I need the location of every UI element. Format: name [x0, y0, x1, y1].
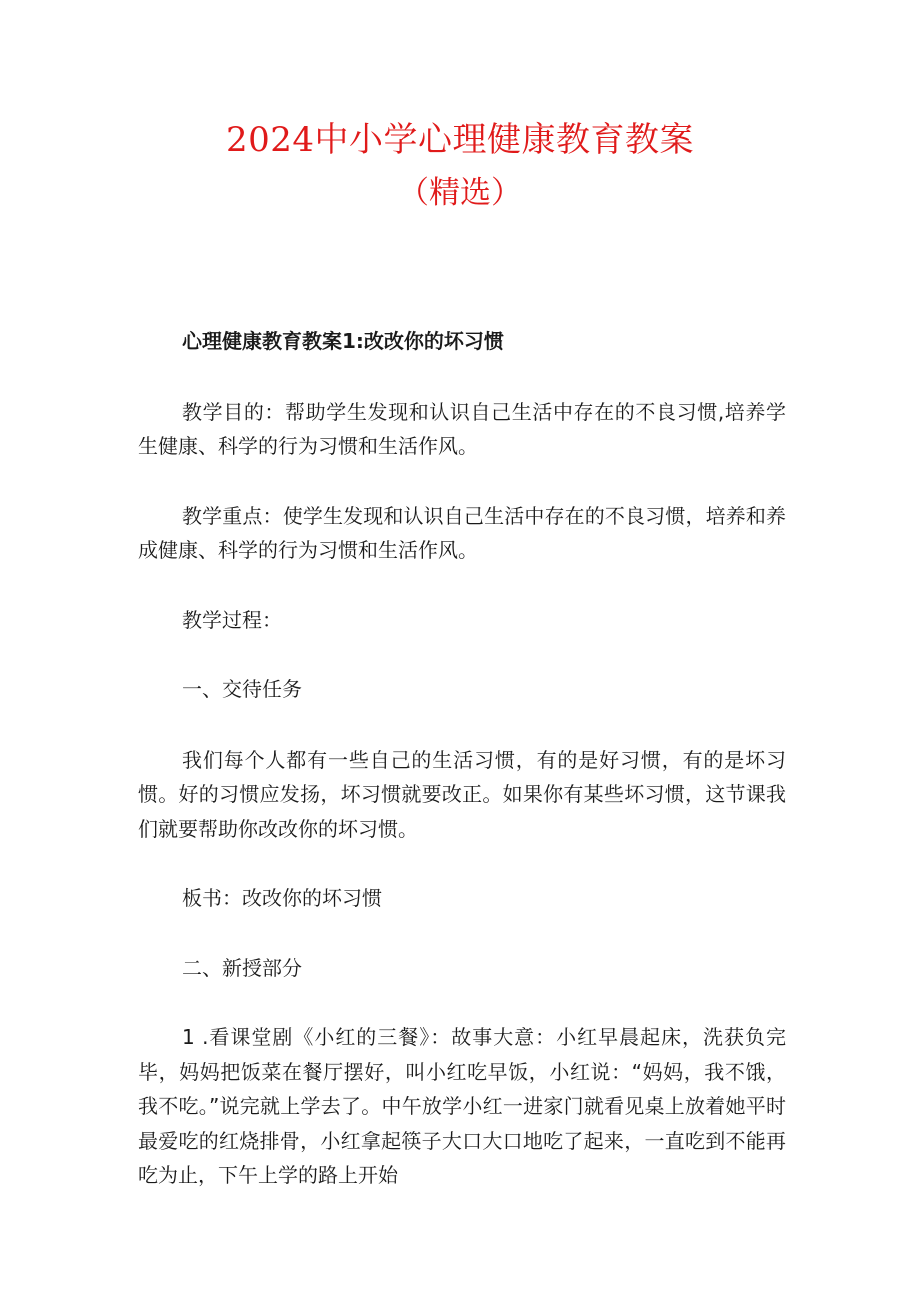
lesson-heading: 心理健康教育教案1:改改你的坏习惯	[182, 329, 504, 353]
paragraph-class-play: 1 .看课堂剧《小红的三餐》：故事大意：小红早晨起床，洗获负完毕，妈妈把饭菜在餐厅摆好，叫小红吃早饭，小红说：“妈妈，我不饿，我不吃。”说完就上学去了。中午放学小红一进家门就看见桌上放着她平时最爱吃的红烧排骨，小红拿起筷子大口大口地吃了起来，一直吃到不能再吃为止，下午上学的路上开始	[138, 1025, 786, 1187]
section-heading-new-lesson: 二、新授部分	[182, 955, 302, 980]
paragraph-teaching-process: 教学过程：	[182, 607, 282, 632]
document-title	[0, 115, 920, 218]
paragraph-teaching-objective: 教学目的：帮助学生发现和认识自己生活中存在的不良习惯,培养学生健康、科学的行为习惯和生活作风。	[138, 399, 786, 458]
title-main: 2024中小学心理健康教育教案	[225, 120, 695, 160]
paragraph-teaching-focus: 教学重点：使学生发现和认识自己生活中存在的不良习惯，培养和养成健康、科学的行为习惯和生活作风。	[138, 503, 786, 562]
paragraph-blackboard: 板书：改改你的坏习惯	[182, 886, 382, 910]
section-heading-assign-task: 一、交待任务	[182, 677, 302, 701]
paragraph-intro: 我们每个人都有一些自己的生活习惯，有的是好习惯，有的是坏习惯。好的习惯应发扬，坏习惯就要改正。如果你有某些坏习惯，这节课我们就要帮助你改改你的坏习惯。	[138, 747, 786, 841]
title-subtitle: （精选）	[398, 175, 522, 211]
document-body	[138, 324, 786, 1193]
